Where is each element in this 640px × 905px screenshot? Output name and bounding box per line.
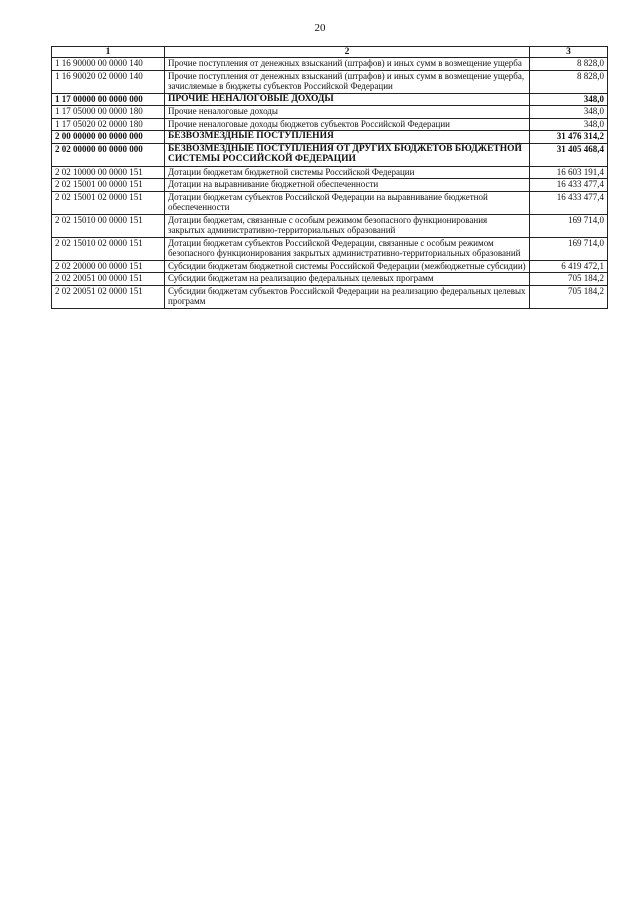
table-row [52,58,608,71]
cell-sum: 169 714,0 [530,237,608,260]
column-header-name: 2 [165,47,530,58]
table-row [52,237,608,260]
cell-sum: 348,0 [530,106,608,119]
cell-name: Прочие неналоговые доходы бюджетов субъектов Российской Федерации [165,118,530,131]
table-row [52,285,608,308]
cell-code: 2 02 20051 00 0000 151 [52,273,165,286]
column-header-code: 1 [52,47,165,58]
cell-name: Дотации бюджетам, связанные с особым режимом безопасного функционирования закрытых административно-территориальных образований [165,214,530,237]
cell-name: Прочие поступления от денежных взысканий (штрафов) и иных сумм в возмещение ущерба [165,58,530,71]
cell-code: 1 17 00000 00 0000 000 [52,93,165,106]
table-row [52,70,608,93]
cell-code: 2 02 10000 00 0000 151 [52,166,165,179]
cell-sum: 16 433 477,4 [530,191,608,214]
cell-sum: 16 603 191,4 [530,166,608,179]
cell-code: 1 17 05020 02 0000 180 [52,118,165,131]
cell-name: ПРОЧИЕ НЕНАЛОГОВЫЕ ДОХОДЫ [165,93,530,106]
cell-sum: 31 405 468,4 [530,143,608,166]
cell-code: 2 02 20051 02 0000 151 [52,285,165,308]
cell-sum: 705 184,2 [530,285,608,308]
cell-sum: 31 476 314,2 [530,131,608,144]
cell-name: БЕЗВОЗМЕЗДНЫЕ ПОСТУПЛЕНИЯ ОТ ДРУГИХ БЮДЖЕТОВ БЮДЖЕТНОЙ СИСТЕМЫ РОССИЙСКОЙ ФЕДЕРАЦИИ [165,143,530,166]
cell-name: Дотации на выравнивание бюджетной обеспеченности [165,179,530,192]
cell-sum: 705 184,2 [530,273,608,286]
cell-code: 1 17 05000 00 0000 180 [52,106,165,119]
cell-code: 2 02 15010 02 0000 151 [52,237,165,260]
table-row [52,214,608,237]
cell-name: Субсидии бюджетам на реализацию федеральных целевых программ [165,273,530,286]
table-body [52,58,608,309]
cell-name: Дотации бюджетам субъектов Российской Федерации на выравнивание бюджетной обеспеченности [165,191,530,214]
table-row [52,106,608,119]
cell-name: Дотации бюджетам бюджетной системы Российской Федерации [165,166,530,179]
cell-code: 2 02 15010 00 0000 151 [52,214,165,237]
cell-code: 1 16 90000 00 0000 140 [52,58,165,71]
cell-name: Субсидии бюджетам субъектов Российской Федерации на реализацию федеральных целевых программ [165,285,530,308]
table-row [52,260,608,273]
cell-name: БЕЗВОЗМЕЗДНЫЕ ПОСТУПЛЕНИЯ [165,131,530,144]
cell-sum: 16 433 477,4 [530,179,608,192]
cell-name: Прочие поступления от денежных взысканий (штрафов) и иных сумм в возмещение ущерба, зачисляемые в бюджеты субъектов Российской Федерации [165,70,530,93]
cell-code: 2 02 00000 00 0000 000 [52,143,165,166]
table-row [52,179,608,192]
column-header-sum: 3 [530,47,608,58]
cell-name: Дотации бюджетам субъектов Российской Федерации, связанные с особым режимом безопасного функционирования закрытых административно-территориальных образований [165,237,530,260]
cell-sum: 6 419 472,1 [530,260,608,273]
table-row [52,166,608,179]
cell-name: Субсидии бюджетам бюджетной системы Российской Федерации (межбюджетные субсидии) [165,260,530,273]
cell-code: 2 02 15001 02 0000 151 [52,191,165,214]
table-row [52,143,608,166]
table-header-row [52,47,608,58]
cell-name: Прочие неналоговые доходы [165,106,530,119]
cell-sum: 348,0 [530,118,608,131]
revenue-table [51,46,608,309]
cell-code: 2 02 20000 00 0000 151 [52,260,165,273]
page-number: 20 [314,22,326,34]
table-row [52,131,608,144]
cell-sum: 169 714,0 [530,214,608,237]
table-row [52,191,608,214]
cell-code: 1 16 90020 02 0000 140 [52,70,165,93]
cell-sum: 348,0 [530,93,608,106]
cell-sum: 8 828,0 [530,70,608,93]
cell-code: 2 02 15001 00 0000 151 [52,179,165,192]
table-row [52,93,608,106]
cell-code: 2 00 00000 00 0000 000 [52,131,165,144]
cell-sum: 8 828,0 [530,58,608,71]
table-row [52,273,608,286]
table-row [52,118,608,131]
